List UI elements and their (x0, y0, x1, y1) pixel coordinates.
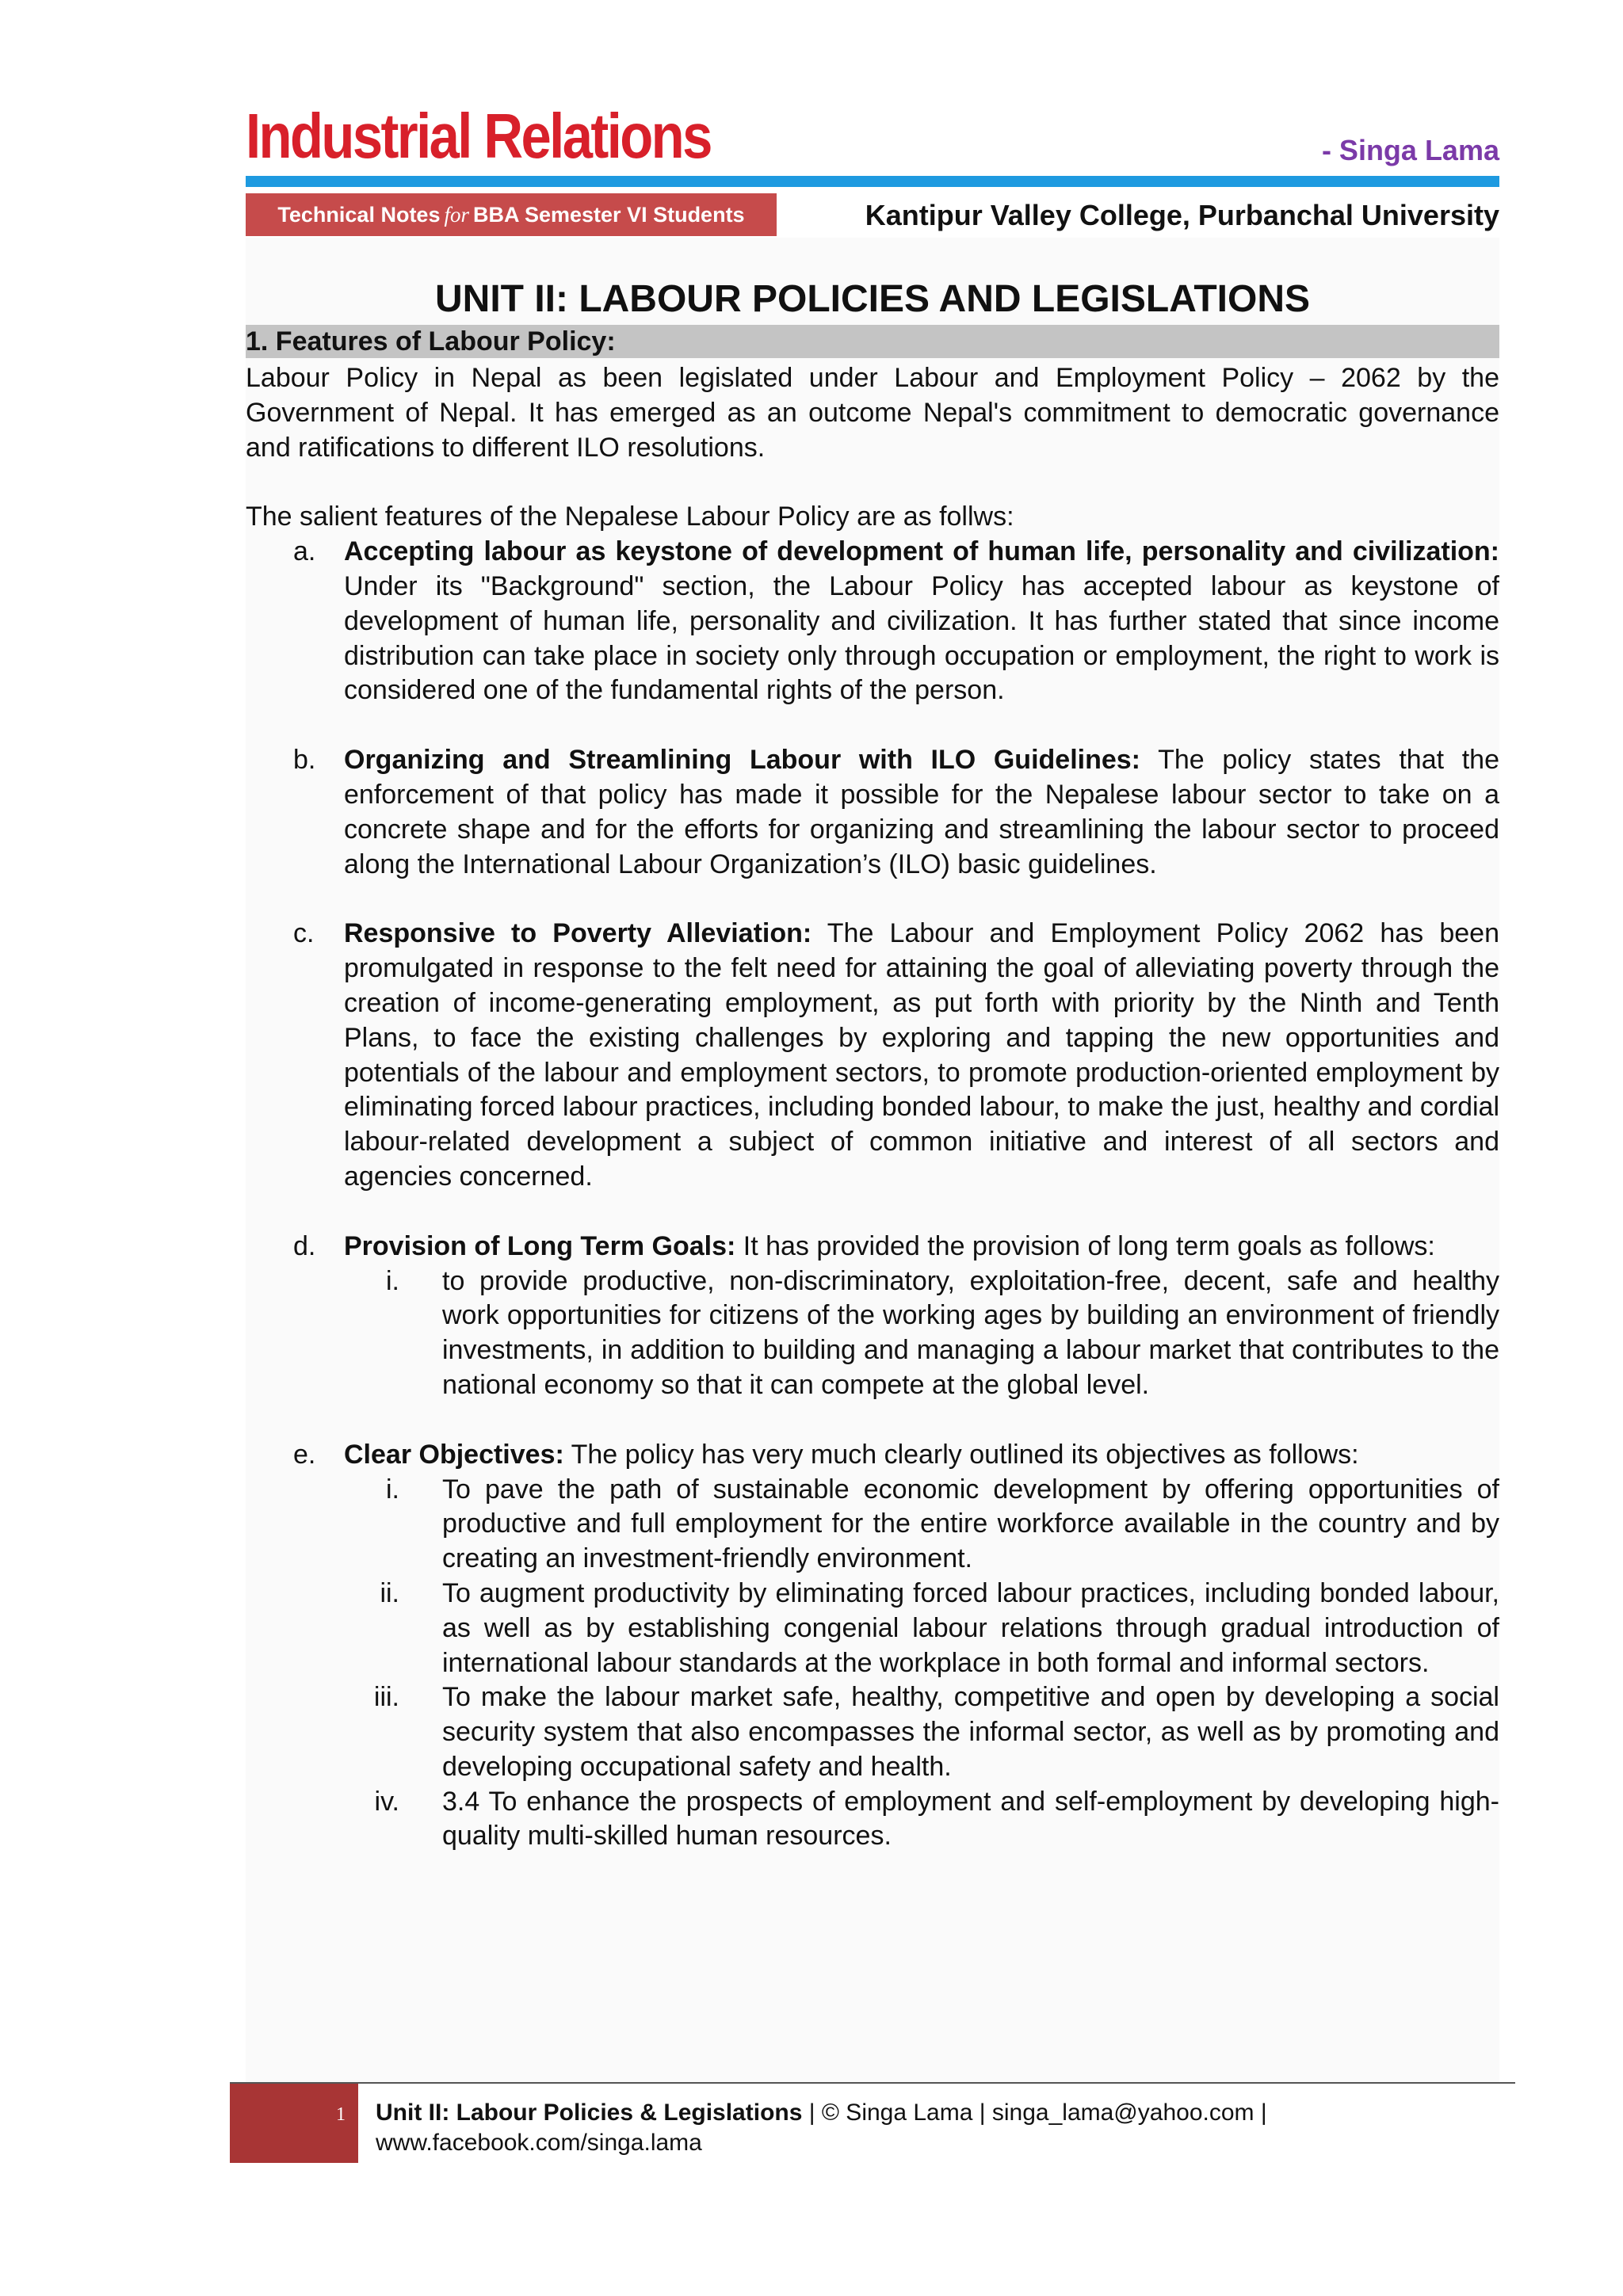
item-title: Clear Objectives: (344, 1439, 564, 1470)
item-title: Organizing and Streamlining Labour with ILO Guidelines: (344, 745, 1141, 776)
footer-unit: Unit II: Labour Policies & Legislations (376, 2100, 803, 2126)
item-text: Under its "Background" section, the Labour Policy has accepted labour as keystone of development of human life, personality and civilization. It has further stated that since income distribution can take place in society only through occupation or employment, the right to work is considered one of the fundamental rights of the person. (344, 570, 1499, 706)
page-number: 1 (336, 2104, 346, 2125)
sub-list-marker: iii. (373, 1682, 399, 1713)
header-divider (246, 176, 1499, 187)
item-text: The policy has very much clearly outlined its objectives as follows: (563, 1439, 1359, 1470)
list-item (246, 917, 1499, 1194)
sub-list-item (246, 1264, 1499, 1403)
sub-list-item (246, 1577, 1499, 1680)
item-title: Responsive to Poverty Alleviation: (344, 918, 812, 949)
list-marker: d. (293, 1230, 316, 1261)
item-title: Accepting labour as keystone of development of human life, personality and civilization: (344, 536, 1499, 567)
sub-item-text: to provide productive, non-discriminatory, exploitation-free, decent, safe and healthy work opportunities for citizens of the working ages by building an environment of friendly investments, in addition to building and managing a labour market that contributes to the national economy so that it can compete at the global level. (442, 1265, 1499, 1400)
sub-list-item (246, 1473, 1499, 1577)
item-text: The Labour and Employment Policy 2062 has been promulgated in response to the felt need for attaining the goal of alleviating poverty through the creation of income-generating employment, as put forth with priority by the Ninth and Tenth Plans, to face the existing challenges by exploring and tapping the new opportunities and potentials of the labour and employment sectors, to promote production-oriented employment by eliminating forced labour practices, including bonded labour, to make the just, healthy and cordial labour-related development a subject of common initiative and interest of all sectors and agencies concerned. (344, 918, 1500, 1192)
item-text: It has provided the provision of long term goals as follows: (735, 1230, 1435, 1261)
item-title: Provision of Long Term Goals: (344, 1230, 736, 1261)
list-marker: c. (293, 918, 315, 949)
lead-paragraph: The salient features of the Nepalese Labour Policy are as follws: (246, 502, 1014, 532)
list-marker: a. (293, 536, 316, 567)
list-item (246, 535, 1499, 708)
section-heading-bar (246, 325, 1499, 358)
sub-item-text: To augment productivity by eliminating forced labour practices, including bonded labour, as well as by establishing congenial labour relations through gradual introduction of international labour standards at the workplace in both formal and informal sectors. (442, 1577, 1499, 1678)
list-item (246, 743, 1499, 882)
sub-list-marker: iv. (374, 1786, 399, 1817)
tag-text-before: Technical Notes (277, 202, 441, 227)
sub-list-marker: i. (386, 1474, 399, 1505)
list-item (246, 1438, 1499, 1473)
sub-list-item (246, 1785, 1499, 1855)
tag-text-for: for (444, 202, 469, 227)
footer-divider (230, 2082, 1515, 2084)
sub-list-marker: i. (386, 1265, 399, 1296)
document-title: Industrial Relations (246, 101, 711, 171)
section-heading: 1. Features of Labour Policy: (246, 326, 616, 357)
list-item (246, 1230, 1499, 1264)
sub-item-text: To make the labour market safe, healthy, competitive and open by developing a social security system that also encompasses the informal sector, as well as by promoting and developing occupational safety and health. (442, 1682, 1499, 1782)
item-text: The policy states that the enforcement of that policy has made it possible for the Nepalese labour sector to take on a concrete shape and for the efforts for organizing and streamlining the labour sector to proceed along the International Labour Organization’s (ILO) basic guidelines. (344, 745, 1499, 879)
tag-text-after: BBA Semester VI Students (472, 202, 745, 227)
footer-url[interactable]: www.facebook.com/singa.lama (376, 2130, 702, 2156)
sub-item-text: 3.4 To enhance the prospects of employment and self-employment by developing high-quality multi-skilled human resources. (442, 1786, 1499, 1852)
list-marker: e. (293, 1439, 316, 1470)
sub-list-marker: ii. (380, 1577, 399, 1608)
author-name: - Singa Lama (1321, 134, 1499, 166)
section-content (246, 361, 1499, 1854)
intro-paragraph: Labour Policy in Nepal as been legislated under Labour and Employment Policy – 2062 by the Government of Nepal. It has emerged as an outcome Nepal's commitment to democratic governance and ratifications to different ILO resolutions. (246, 363, 1499, 463)
page-number-box (230, 2084, 358, 2163)
college-name: Kantipur Valley College, Purbanchal University (865, 199, 1499, 231)
list-marker: b. (293, 745, 316, 776)
sub-item-text: To pave the path of sustainable economic development by offering opportunities of productive and full employment for the entire workforce available in the country and by creating an investment-friendly environment. (442, 1474, 1499, 1574)
notes-tag (246, 193, 777, 236)
footer-text (376, 2098, 1267, 2158)
unit-title: UNIT II: LABOUR POLICIES AND LEGISLATIONS (435, 278, 1310, 320)
footer-credits: | © Singa Lama | singa_lama@yahoo.com | (802, 2100, 1267, 2126)
sub-list-item (246, 1680, 1499, 1784)
